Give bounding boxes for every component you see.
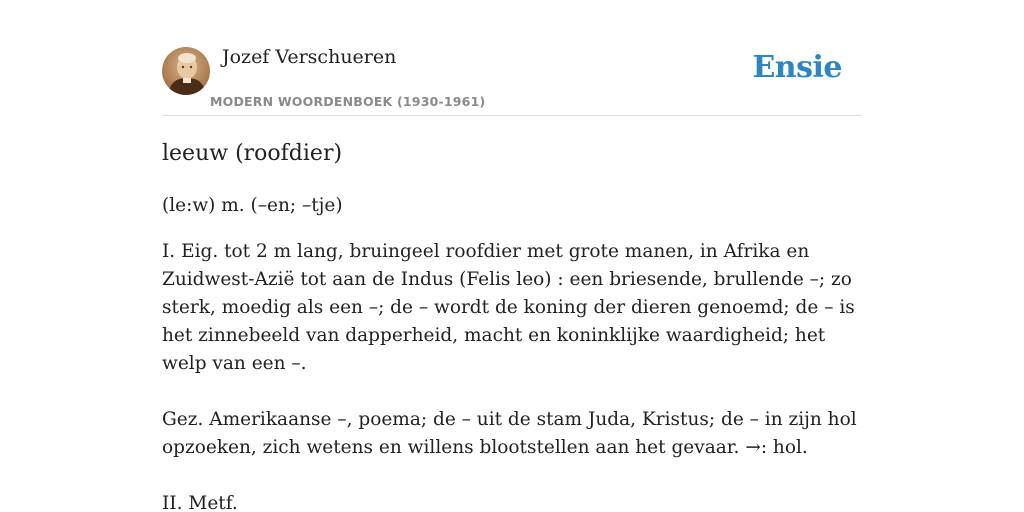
entry-paragraph: I. Eig. tot 2 m lang, bruingeel roofdier met grote manen, in Afrika en Zuidwest-Azië tot aan de Indus (Felis leo) : een briesende, brullende –; zo sterk, moedig als een –; de – wordt de koning der dieren genoemd; de – is het zinnebeeld van dapperheid, macht en koninklijke waardigheid; het welp van een –. <box>162 241 855 374</box>
author-avatar[interactable] <box>162 47 210 95</box>
entry-header <box>162 44 862 116</box>
portrait-icon <box>162 47 210 95</box>
source-label[interactable]: MODERN WOORDENBOEK (1930-1961) <box>210 94 486 109</box>
entry-title: leeuw (roofdier) <box>162 141 343 166</box>
ensie-logo[interactable]: Ensie <box>752 50 842 85</box>
entry-paragraph: Gez. Amerikaanse –, poema; de – uit de stam Juda, Kristus; de – in zijn hol opzoeken, zich wetens en willens blootstellen aan het gevaar. →: hol. <box>162 409 857 458</box>
entry-paragraph: II. Metf. <box>162 493 238 512</box>
entry-pronunciation: (le:w) m. (–en; –tje) <box>162 195 343 216</box>
entry-content <box>162 136 867 512</box>
author-name[interactable]: Jozef Verschueren <box>222 46 397 68</box>
